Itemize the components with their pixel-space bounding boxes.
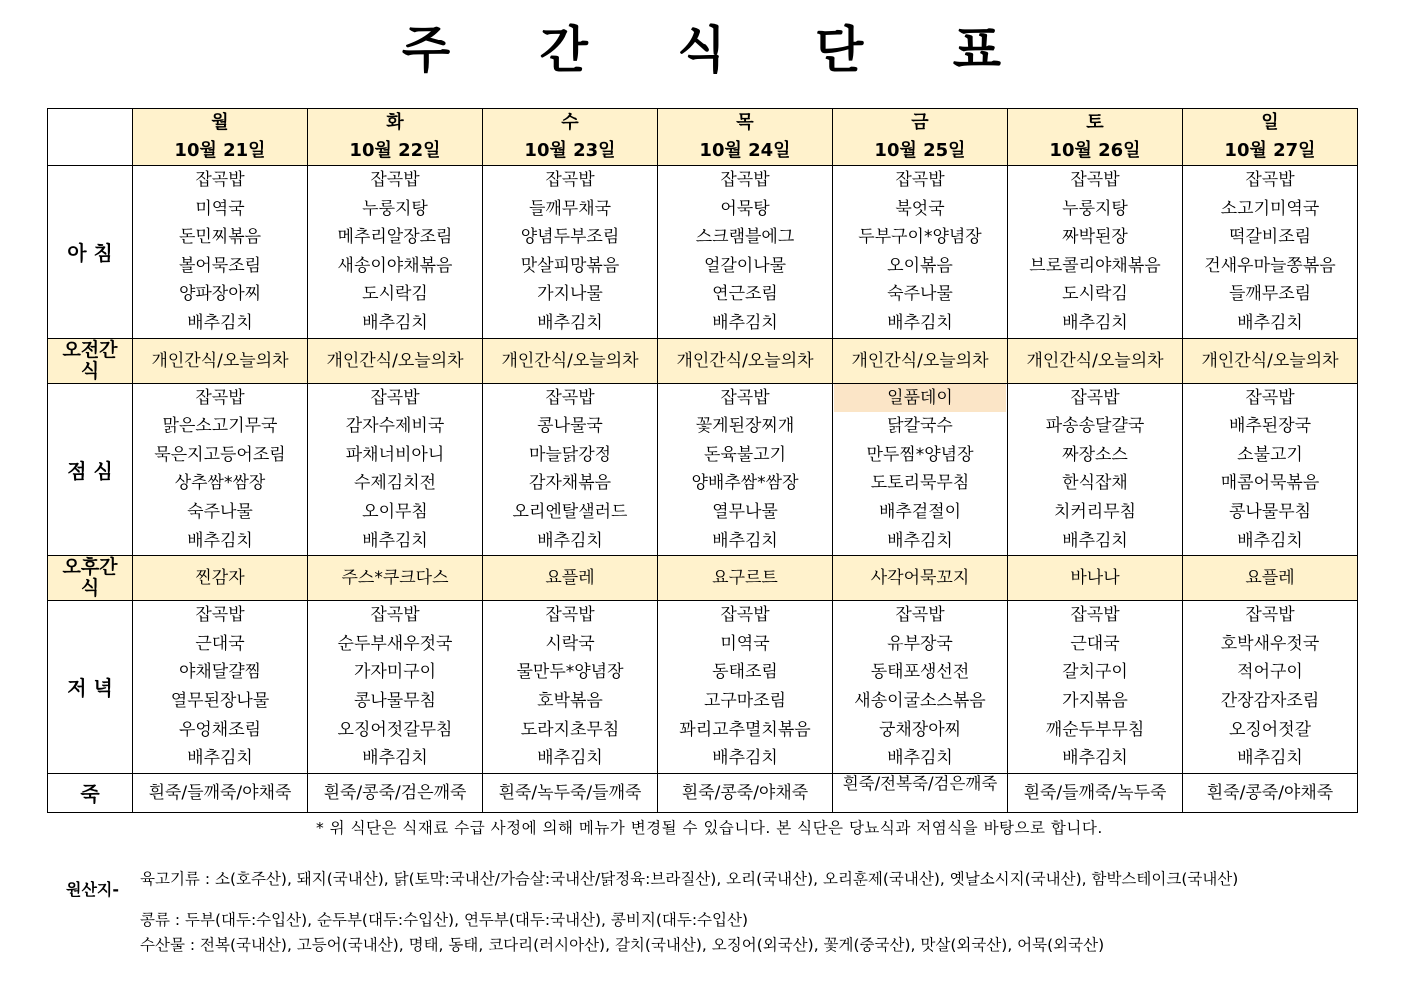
menu-cell <box>308 556 483 601</box>
menu-item: 메추리알장조림 <box>337 227 453 248</box>
menu-item: 도토리묵무침 <box>870 473 970 494</box>
pm-snack-label-line2: 식 <box>80 577 100 600</box>
menu-item: 호박볶음 <box>537 690 603 711</box>
menu-cell <box>133 383 308 556</box>
menu-item: 유부장국 <box>887 633 953 654</box>
menu-item: 도시락김 <box>362 284 428 305</box>
dinner-label: 저 녁 <box>48 601 133 774</box>
menu-item: 누룽지탕 <box>1062 198 1128 219</box>
day-name: 수 <box>561 112 579 133</box>
porridge-row <box>48 773 1358 812</box>
menu-item: 시락국 <box>545 633 595 654</box>
header-day-sun <box>1183 109 1358 166</box>
menu-item: 궁채장아찌 <box>878 719 962 740</box>
menu-item: 숙주나물 <box>887 284 953 305</box>
menu-cell <box>483 556 658 601</box>
pm-snack-row <box>48 556 1358 601</box>
header-day-fri <box>833 109 1008 166</box>
menu-item: 흰죽/전복죽/검은깨죽 <box>842 773 998 793</box>
menu-item: 누룽지탕 <box>362 198 428 219</box>
menu-item: 배추김치 <box>1062 312 1128 333</box>
lunch-label: 점 심 <box>48 383 133 556</box>
menu-item: 개인간식/오늘의차 <box>1201 350 1339 371</box>
menu-item: 오징어젓갈무침 <box>337 719 453 740</box>
menu-cell <box>1008 601 1183 774</box>
header-day-wed <box>483 109 658 166</box>
menu-cell <box>833 166 1008 339</box>
menu-item: 소불고기 <box>1237 444 1303 465</box>
menu-item: 순두부새우젓국 <box>337 633 453 654</box>
menu-item: 잡곡밥 <box>720 605 770 626</box>
dinner-row <box>48 601 1358 774</box>
header-day-thu <box>658 109 833 166</box>
menu-item: 요플레 <box>1245 568 1295 589</box>
menu-item: 물만두*양념장 <box>516 662 624 683</box>
menu-item: 숙주나물 <box>187 501 253 522</box>
menu-item: 양배추쌈*쌈장 <box>691 473 799 494</box>
breakfast-row <box>48 166 1358 339</box>
menu-item: 흰죽/들깨죽/야채죽 <box>148 782 292 803</box>
menu-item: 소고기미역국 <box>1220 198 1320 219</box>
menu-item: 배추겉절이 <box>878 501 962 522</box>
menu-item: 볼어묵조림 <box>178 255 262 276</box>
header-row <box>48 109 1358 166</box>
menu-item: 한식잡채 <box>1062 473 1128 494</box>
menu-item: 열무된장나물 <box>170 690 270 711</box>
menu-item: 배추김치 <box>887 530 953 551</box>
menu-item: 흰죽/콩죽/야채죽 <box>1206 782 1334 803</box>
menu-cell <box>658 773 833 812</box>
menu-cell <box>133 338 308 383</box>
menu-item: 배추김치 <box>362 748 428 769</box>
menu-cell <box>658 601 833 774</box>
day-date: 10월 22일 <box>349 140 441 161</box>
menu-item: 오징어젓갈 <box>1228 719 1312 740</box>
menu-cell <box>308 773 483 812</box>
menu-item: 잡곡밥 <box>895 170 945 190</box>
menu-item: 개인간식/오늘의차 <box>851 350 989 371</box>
menu-item: 감자채볶음 <box>528 473 612 494</box>
menu-cell <box>308 383 483 556</box>
menu-item: 도라지초무침 <box>520 719 620 740</box>
menu-cell <box>1183 556 1358 601</box>
day-date: 10월 21일 <box>174 140 266 161</box>
menu-item: 떡갈비조림 <box>1228 227 1312 248</box>
menu-cell <box>658 338 833 383</box>
menu-item: 두부구이*양념장 <box>858 227 982 248</box>
menu-item: 개인간식/오늘의차 <box>1026 350 1164 371</box>
menu-item: 잡곡밥 <box>895 605 945 626</box>
menu-cell <box>483 166 658 339</box>
menu-item: 잡곡밥 <box>720 387 770 408</box>
am-snack-row <box>48 338 1358 383</box>
menu-item: 배추김치 <box>1237 530 1303 551</box>
menu-item: 깨순두부무침 <box>1045 719 1145 740</box>
menu-cell <box>308 338 483 383</box>
menu-item: 배추김치 <box>887 748 953 769</box>
menu-item: 배추김치 <box>887 312 953 333</box>
day-date: 10월 23일 <box>524 140 616 161</box>
menu-item: 잡곡밥 <box>370 170 420 190</box>
menu-cell <box>308 166 483 339</box>
menu-item: 근대국 <box>1070 633 1120 654</box>
day-date: 10월 24일 <box>699 140 791 161</box>
menu-item: 어묵탕 <box>720 198 770 219</box>
menu-item: 흰죽/들깨죽/녹두죽 <box>1023 782 1167 803</box>
day-name: 토 <box>1086 112 1104 133</box>
menu-item: 배추김치 <box>537 530 603 551</box>
menu-item: 미역국 <box>720 633 770 654</box>
day-name: 목 <box>736 112 754 133</box>
menu-item: 얼갈이나물 <box>703 255 787 276</box>
menu-item: 잡곡밥 <box>545 605 595 626</box>
menu-cell <box>833 383 1008 556</box>
day-name: 금 <box>911 112 929 133</box>
menu-item: 잡곡밥 <box>370 387 420 408</box>
menu-item: 열무나물 <box>712 501 778 522</box>
lunch-row <box>48 383 1358 556</box>
menu-cell <box>1008 383 1183 556</box>
menu-cell <box>1008 773 1183 812</box>
menu-item: 오이무침 <box>362 501 428 522</box>
porridge-label: 죽 <box>48 773 133 812</box>
menu-item: 수제김치전 <box>353 473 437 494</box>
menu-item: 오이볶음 <box>887 255 953 276</box>
menu-item: 파채너비아니 <box>345 444 445 465</box>
menu-item: 배추김치 <box>362 530 428 551</box>
menu-item: 사각어묵꼬지 <box>870 568 970 589</box>
menu-item: 요플레 <box>545 568 595 589</box>
menu-item: 마늘닭강정 <box>528 444 612 465</box>
menu-item: 새송이굴소스볶음 <box>854 690 986 711</box>
menu-item: 배추김치 <box>712 312 778 333</box>
menu-item: 치커리무침 <box>1053 501 1137 522</box>
menu-item: 배추김치 <box>362 312 428 333</box>
menu-item: 가자미구이 <box>353 662 437 683</box>
menu-item: 배추김치 <box>1062 748 1128 769</box>
menu-cell <box>658 383 833 556</box>
menu-item: 잡곡밥 <box>545 387 595 408</box>
menu-cell <box>658 556 833 601</box>
menu-item: 오리엔탈샐러드 <box>512 501 628 522</box>
menu-item: 요구르트 <box>712 568 778 589</box>
am-snack-label <box>48 338 133 383</box>
menu-item: 잡곡밥 <box>1070 387 1120 408</box>
menu-item: 들깨무조림 <box>1228 284 1312 305</box>
menu-item: 콩나물무침 <box>1228 501 1312 522</box>
menu-cell <box>483 383 658 556</box>
menu-item: 호박새우젓국 <box>1220 633 1320 654</box>
menu-item: 찐감자 <box>195 568 245 589</box>
breakfast-label: 아 침 <box>48 166 133 339</box>
day-name: 일 <box>1261 112 1279 133</box>
day-name: 월 <box>211 112 229 133</box>
menu-item: 닭칼국수 <box>887 416 953 437</box>
menu-item: 연근조림 <box>712 284 778 305</box>
menu-item: 콩나물무침 <box>353 690 437 711</box>
menu-item: 감자수제비국 <box>345 416 445 437</box>
menu-item: 잡곡밥 <box>370 605 420 626</box>
menu-item: 배추김치 <box>537 748 603 769</box>
menu-item: 개인간식/오늘의차 <box>676 350 814 371</box>
menu-cell <box>1183 601 1358 774</box>
menu-item: 북엇국 <box>895 198 945 219</box>
menu-cell <box>308 601 483 774</box>
menu-item: 잡곡밥 <box>1070 170 1120 190</box>
menu-cell <box>133 166 308 339</box>
menu-cell <box>833 556 1008 601</box>
menu-item: 배추김치 <box>187 312 253 333</box>
menu-item: 갈치구이 <box>1062 662 1128 683</box>
menu-item: 배추된장국 <box>1228 416 1312 437</box>
menu-cell <box>833 338 1008 383</box>
am-snack-label-line1: 오전간 <box>62 338 118 361</box>
menu-item: 개인간식/오늘의차 <box>326 350 464 371</box>
origin-meat: 육고기류 : 소(호주산), 돼지(국내산), 닭(토막:국내산/가슴살:국내산/닭정육:브라질산), 오리(국내산), 오리훈제(국내산), 옛날소시지(국내산), 함박스테이크(국내산) <box>140 870 1239 888</box>
day-date: 10월 26일 <box>1049 140 1141 161</box>
menu-item: 짜박된장 <box>1062 227 1128 248</box>
header-day-sat <box>1008 109 1183 166</box>
menu-item: 잡곡밥 <box>720 170 770 190</box>
menu-item: 콩나물국 <box>537 416 603 437</box>
origin-seafood: 수산물 : 전복(국내산), 고등어(국내산), 명태, 동태, 코다리(러시아산), 갈치(국내산), 오징어(외국산), 꽃게(중국산), 맛살(외국산), 어묵(외국산) <box>140 936 1105 954</box>
pm-snack-label <box>48 556 133 601</box>
menu-cell <box>483 338 658 383</box>
menu-item: 흰죽/콩죽/야채죽 <box>681 782 809 803</box>
menu-item: 간장감자조림 <box>1220 690 1320 711</box>
menu-item: 묵은지고등어조림 <box>154 444 286 465</box>
menu-item: 근대국 <box>195 633 245 654</box>
menu-item: 배추김치 <box>712 530 778 551</box>
menu-item: 꽈리고추멸치볶음 <box>679 719 811 740</box>
menu-item: 가지나물 <box>537 284 603 305</box>
menu-item: 흰죽/콩죽/검은깨죽 <box>323 782 467 803</box>
header-day-mon <box>133 109 308 166</box>
menu-item: 주스*쿠크다스 <box>341 568 449 589</box>
menu-item: 잡곡밥 <box>195 387 245 408</box>
menu-item: 배추김치 <box>1237 312 1303 333</box>
menu-item: 배추김치 <box>187 530 253 551</box>
page-title: 주 간 식 단 표 <box>401 21 1038 79</box>
menu-item: 적어구이 <box>1237 662 1303 683</box>
menu-item: 잡곡밥 <box>545 170 595 190</box>
menu-cell <box>1183 383 1358 556</box>
menu-item: 잡곡밥 <box>195 170 245 190</box>
menu-item: 잡곡밥 <box>1070 605 1120 626</box>
menu-item: 배추김치 <box>712 748 778 769</box>
menu-item: 맛살피망볶음 <box>520 255 620 276</box>
menu-item: 양파장아찌 <box>178 284 262 305</box>
header-day-tue <box>308 109 483 166</box>
menu-item: 꽃게된장찌개 <box>695 416 795 437</box>
menu-cell <box>833 601 1008 774</box>
menu-item: 가지볶음 <box>1062 690 1128 711</box>
menu-item: 미역국 <box>195 198 245 219</box>
menu-cell <box>1008 338 1183 383</box>
menu-item: 상추쌈*쌈장 <box>174 473 266 494</box>
menu-cell <box>1183 166 1358 339</box>
menu-cell <box>483 601 658 774</box>
menu-cell <box>133 601 308 774</box>
menu-item: 잡곡밥 <box>195 605 245 626</box>
menu-item: 파송송달걀국 <box>1045 416 1145 437</box>
menu-item: 양념두부조림 <box>520 227 620 248</box>
day-date: 10월 25일 <box>874 140 966 161</box>
menu-item: 스크램블에그 <box>695 227 795 248</box>
menu-cell <box>1183 773 1358 812</box>
menu-item: 개인간식/오늘의차 <box>151 350 289 371</box>
menu-cell <box>483 773 658 812</box>
menu-item: 만두찜*양념장 <box>866 444 974 465</box>
menu-item: 돈민찌볶음 <box>178 227 262 248</box>
menu-item: 도시락김 <box>1062 284 1128 305</box>
menu-cell <box>1008 556 1183 601</box>
menu-cell <box>133 773 308 812</box>
menu-item: 흰죽/녹두죽/들깨죽 <box>498 782 642 803</box>
menu-item: 건새우마늘쫑볶음 <box>1204 255 1336 276</box>
menu-item: 고구마조림 <box>703 690 787 711</box>
menu-cell <box>133 556 308 601</box>
menu-item: 야채달걀찜 <box>178 662 262 683</box>
day-name: 화 <box>386 112 404 133</box>
menu-item: 배추김치 <box>187 748 253 769</box>
weekly-menu-table <box>47 108 1358 813</box>
menu-item: 돈육불고기 <box>703 444 787 465</box>
menu-item: 배추김치 <box>1062 530 1128 551</box>
menu-item: 브로콜리야채볶음 <box>1029 255 1161 276</box>
menu-item: 짜장소스 <box>1062 444 1128 465</box>
menu-change-note: * 위 식단은 식재료 수급 사정에 의해 메뉴가 변경될 수 있습니다. 본 식단은 당뇨식과 저염식을 바탕으로 합니다. <box>316 819 1103 837</box>
menu-item: 맑은소고기무국 <box>162 416 278 437</box>
menu-cell <box>658 166 833 339</box>
menu-item: 잡곡밥 <box>1245 387 1295 408</box>
menu-item: 들깨무채국 <box>528 198 612 219</box>
origin-label: 원산지- <box>66 880 120 899</box>
menu-item: 새송이야채볶음 <box>337 255 453 276</box>
pm-snack-label-line1: 오후간 <box>62 556 118 579</box>
menu-cell <box>1183 338 1358 383</box>
menu-item: 바나나 <box>1070 568 1120 589</box>
corner-cell <box>48 109 133 166</box>
menu-cell <box>1008 166 1183 339</box>
menu-item: 잡곡밥 <box>1245 170 1295 190</box>
menu-item: 배추김치 <box>537 312 603 333</box>
menu-item: 배추김치 <box>1237 748 1303 769</box>
menu-item: 개인간식/오늘의차 <box>501 350 639 371</box>
menu-item: 매콤어묵볶음 <box>1220 473 1320 494</box>
day-date: 10월 27일 <box>1224 140 1316 161</box>
menu-cell <box>833 773 1008 812</box>
menu-item: 우엉채조림 <box>178 719 262 740</box>
menu-item: 동태조림 <box>712 662 778 683</box>
origin-beans: 콩류 : 두부(대두:수입산), 순두부(대두:수입산), 연두부(대두:국내산), 콩비지(대두:수입산) <box>140 911 749 929</box>
menu-item: 동태포생선전 <box>870 662 970 683</box>
menu-item: 잡곡밥 <box>1245 605 1295 626</box>
am-snack-label-line2: 식 <box>80 359 100 382</box>
menu-item: 일품데이 <box>834 384 1006 413</box>
